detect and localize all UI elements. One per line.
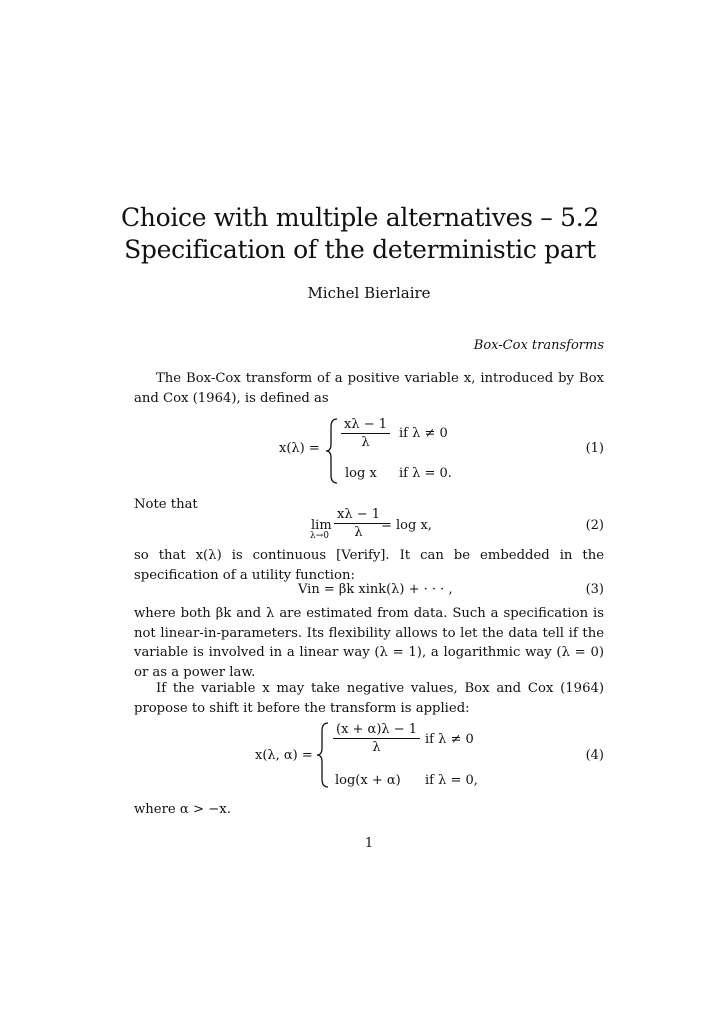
paragraph-intro: The Box-Cox transform of a positive variable x, introduced by Box and Cox (1964), is defined as bbox=[134, 371, 604, 406]
eq4-brace bbox=[316, 722, 330, 788]
paragraph-negative-values: If the variable x may take negative values, Box and Cox (1964) propose to shift it before the transform is applied: bbox=[134, 681, 604, 716]
paragraph-continuous: so that x(λ) is continuous [Verify]. It can be embedded in the specification of a utility function: bbox=[134, 548, 604, 583]
eq1-case1-condition: if λ ≠ 0 bbox=[399, 426, 448, 441]
eq2-lim: lim bbox=[311, 518, 332, 533]
paragraph-where-both: where both βk and λ are estimated from data. Such a specification is not linear-in-parameters. Its flexibility allows to let the data tell if the variable is involved in a linear way (λ = 1), a logarithmic way (λ = 0) or as a power law. bbox=[134, 606, 604, 680]
eq4-case2-expression: log(x + α) bbox=[335, 773, 401, 788]
eq4-case1-denominator: λ bbox=[372, 740, 381, 755]
equation-number-3: (3) bbox=[585, 582, 604, 597]
eq4-case1-numerator: (x + α)λ − 1 bbox=[333, 722, 420, 739]
eq2-denominator: λ bbox=[354, 525, 363, 540]
title-line-1: Choice with multiple alternatives – 5.2 bbox=[120, 203, 600, 232]
eq1-lhs: x(λ) = bbox=[279, 441, 320, 456]
equation-number-1: (1) bbox=[585, 441, 604, 456]
title-line-2: Specification of the deterministic part bbox=[124, 235, 596, 264]
eq4-case1-fraction bbox=[333, 722, 420, 755]
eq2-fraction bbox=[334, 507, 383, 540]
eq1-case2-condition: if λ = 0. bbox=[399, 466, 452, 481]
paragraph-note-that: Note that bbox=[134, 497, 198, 512]
eq4-lhs: x(λ, α) = bbox=[255, 748, 313, 763]
equation-number-4: (4) bbox=[585, 748, 604, 763]
eq2-numerator: xλ − 1 bbox=[334, 507, 383, 524]
eq2-rhs: = log x, bbox=[381, 518, 432, 533]
eq1-case1-fraction bbox=[341, 417, 390, 450]
equation-number-2: (2) bbox=[585, 518, 604, 533]
eq3-expression: Vin = βk xink(λ) + · · · , bbox=[298, 582, 453, 597]
page-number: 1 bbox=[364, 836, 374, 851]
author: Michel Bierlaire bbox=[307, 284, 431, 302]
paragraph-where-alpha: where α > −x. bbox=[134, 802, 231, 817]
eq4-case2-condition: if λ = 0, bbox=[425, 773, 478, 788]
section-heading: Box-Cox transforms bbox=[473, 338, 604, 353]
eq1-brace bbox=[325, 418, 339, 484]
eq1-case2-expression: log x bbox=[345, 466, 377, 481]
eq1-case1-denominator: λ bbox=[361, 435, 370, 450]
eq1-case1-numerator: xλ − 1 bbox=[341, 417, 390, 434]
eq4-case1-condition: if λ ≠ 0 bbox=[425, 732, 474, 747]
eq2-lim-subscript: λ→0 bbox=[310, 531, 329, 541]
